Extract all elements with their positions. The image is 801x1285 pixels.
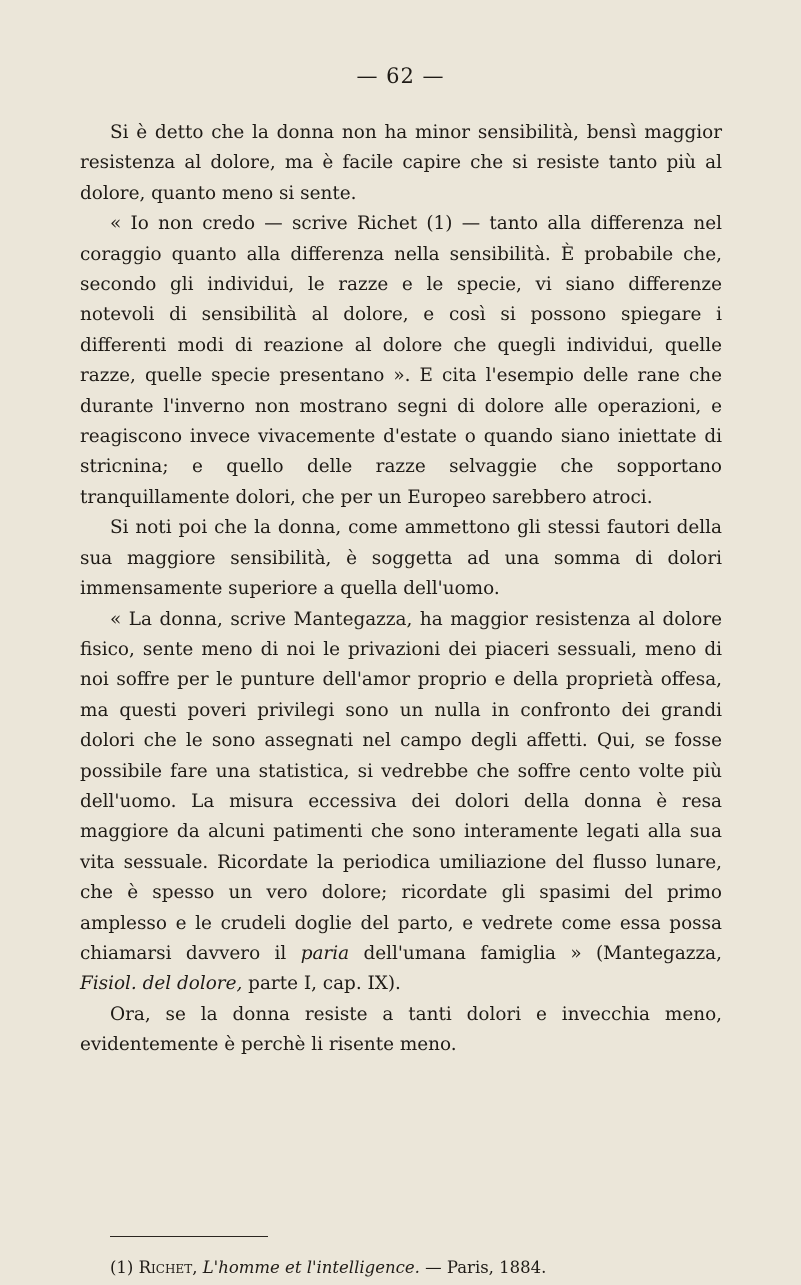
footnote [110,1258,730,1278]
footnote-title: L'homme et l'intelligence. [202,1258,420,1277]
footnote-rest: — Paris, 1884. [425,1258,547,1277]
page-number: — 62 — [356,64,445,88]
quote-text-a: « La donna, scrive Mantegazza, ha maggior resistenza al dolore fisico, sente meno di noi le privazioni dei piaceri sessuali, meno di noi soffre per le punture dell'amor proprio e della proprietà offesa, ma questi poveri privilegi sono un nulla in confronto dei grandi dolori che le sono assegnati nel campo degli affetti. Qui, se fosse possibile fare una statistica, si vedrebbe che soffre cento volte più dell'uomo. La misura eccessiva dei dolori della donna è resa maggiore da alcuni patimenti che sono interamente legati alla sua vita sessuale. Ricordate la periodica umiliazione del flusso lunare, che è spesso un vero dolore; ricordate gli spasimi del primo amplesso e le crudeli doglie del parto, e vedrete come essa possa chiamarsi davvero il [80,608,722,964]
paragraph-1: Si è detto che la donna non ha minor sensibilità, bensì maggior resistenza al dolore, ma è facile capire che si resiste tanto più al dolore, quanto meno si sente. [80,122,722,204]
quote-text-b: dell'umana famiglia » (Mantegazza, [363,942,722,964]
paragraph-2: « Io non credo — scrive Richet (1) — tanto alla differenza nel coraggio quanto alla differenza nella sensibilità. È probabile che, secondo gli individui, le razze e le specie, vi siano differenze notevoli di sensibilità al dolore, e così si possono spiegare i differenti modi di reazione al dolore che quegli individui, quelle razze, quelle specie presentano ». E cita l'esempio delle rane che durante l'inverno non mostrano segni di dolore alle operazioni, e reagiscono invece vivacemente d'estate o quando siano iniettate di stricnina; e quello delle razze selvaggie che sopportano tranquillamente dolori, che per un Europeo sarebbero atroci. [80,213,722,508]
quote-italic-title: Fisiol. del dolore, [80,973,243,995]
paragraph-3: Si noti poi che la donna, come ammettono gli stessi fautori della sua maggiore sensibilità, è soggetta ad una somma di dolori immensamente superiore a quella dell'uomo. [80,517,722,600]
paragraph-5: Ora, se la donna resiste a tanti dolori e invecchia meno, evidentemente è perchè li risente meno. [80,1003,722,1056]
paragraph-4 [80,605,722,1000]
footnote-author: Richet, [138,1258,198,1277]
footnote-rule [110,1236,268,1237]
footnote-marker: (1) [110,1258,134,1277]
body-text [80,118,722,1061]
quote-text-c: parte I, cap. IX). [248,973,401,995]
quote-italic-paria: paria [300,942,350,964]
